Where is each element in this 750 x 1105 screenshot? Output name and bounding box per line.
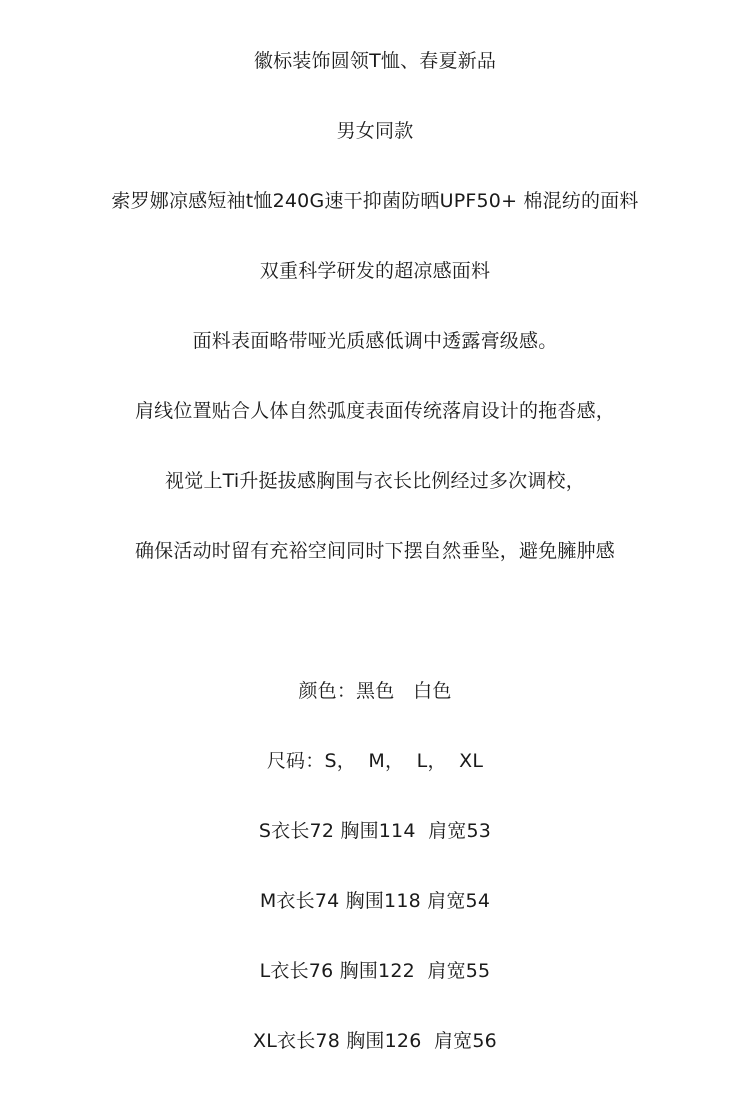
description-line: 视觉上Ti升挺拔感胸围与衣长比例经过多次调校， (165, 470, 585, 492)
description-line: 确保活动时留有充裕空间同时下摆自然垂坠，避免臃肿感 (134, 540, 615, 562)
description-line: 肩线位置贴合人体自然弧度表面传统落肩设计的拖沓感， (134, 400, 615, 422)
size-options: 尺码：S， M， L， XL (266, 750, 484, 772)
size-spec-xl: XL衣长78 胸围126 肩宽56 (253, 1030, 497, 1052)
description-line: 男女同款 (336, 120, 414, 142)
size-spec-m: M衣长74 胸围118 肩宽54 (259, 890, 491, 912)
size-spec-s: S衣长72 胸围114 肩宽53 (258, 820, 492, 842)
color-options: 颜色：黑色 白色 (298, 680, 452, 702)
description-line: 索罗娜凉感短袖t恤240G速干抑菌防晒UPF50+ 棉混纺的面料 (111, 190, 639, 212)
description-line: 双重科学研发的超凉感面料 (259, 260, 491, 282)
size-spec-l: L衣长76 胸围122 肩宽55 (259, 960, 491, 982)
product-title: 徽标装饰圆领T恤、春夏新品 (253, 50, 497, 72)
description-line: 面料表面略带哑光质感低调中透露膏级感。 (192, 330, 558, 352)
